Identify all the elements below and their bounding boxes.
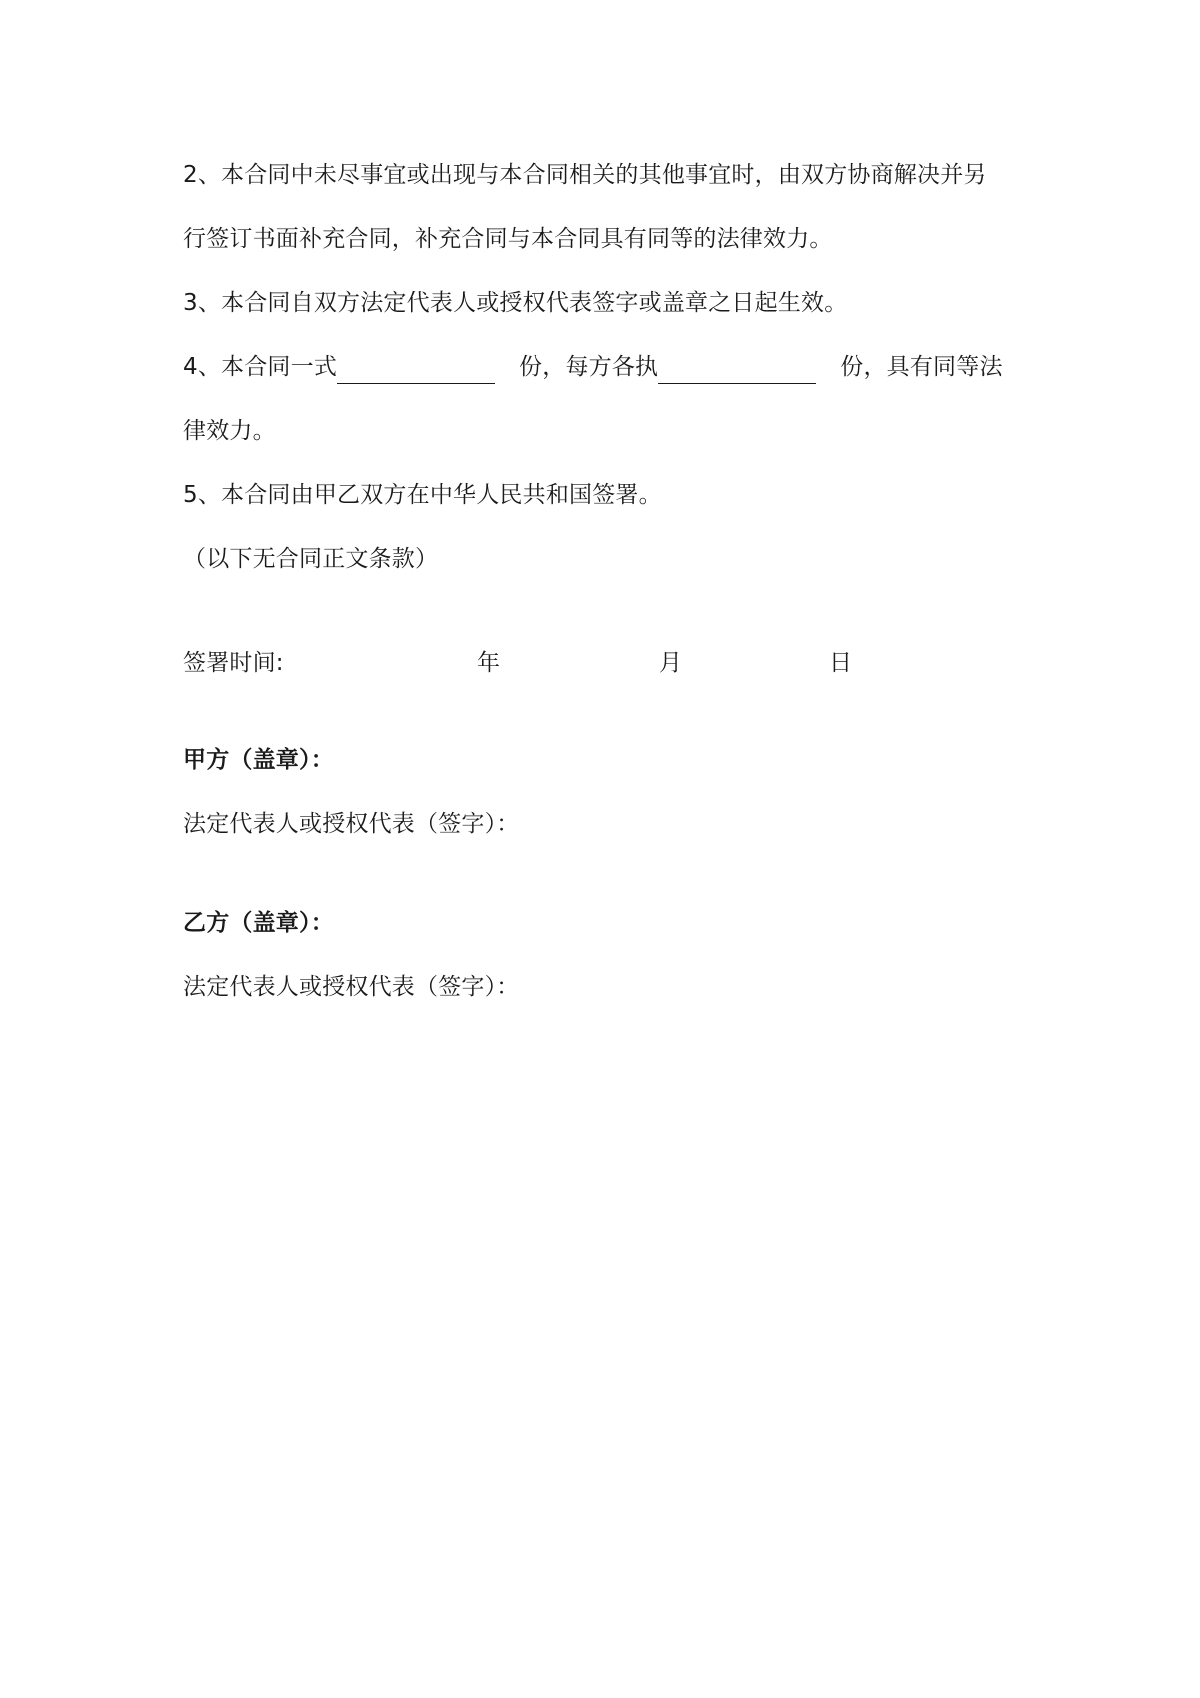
clause-4-text-a: 4、本合同一式 [183,354,338,380]
clause-3: 3、本合同自双方法定代表人或授权代表签字或盖章之日起生效。 [183,290,848,316]
signing-month-label: 月 [659,650,682,676]
copies-each-blank[interactable] [658,359,816,384]
copies-total-blank[interactable] [337,359,495,384]
clause-4-line-1 [183,350,1003,384]
clause-2-line-1: 2、本合同中未尽事宜或出现与本合同相关的其他事宜时，由双方协商解决并另 [183,162,987,188]
clause-4-text-c: 份，具有同等法 [840,354,1003,380]
clause-2-line-2: 行签订书面补充合同，补充合同与本合同具有同等的法律效力。 [183,226,833,252]
signing-year-label: 年 [477,650,500,676]
party-a-representative: 法定代表人或授权代表（签字）： [183,811,520,837]
end-of-terms-note: （以下无合同正文条款） [183,546,439,572]
clause-4-text-b: 份，每方各执 [519,354,659,380]
clause-5: 5、本合同由甲乙双方在中华人民共和国签署。 [183,482,662,508]
party-b-representative: 法定代表人或授权代表（签字）： [183,974,520,1000]
signing-time-label: 签署时间: [183,650,284,676]
party-b-title: 乙方（盖章）： [183,910,334,936]
clause-4-line-2: 律效力。 [183,418,276,444]
party-a-title: 甲方（盖章）： [183,747,334,773]
signing-day-label: 日 [829,650,852,676]
